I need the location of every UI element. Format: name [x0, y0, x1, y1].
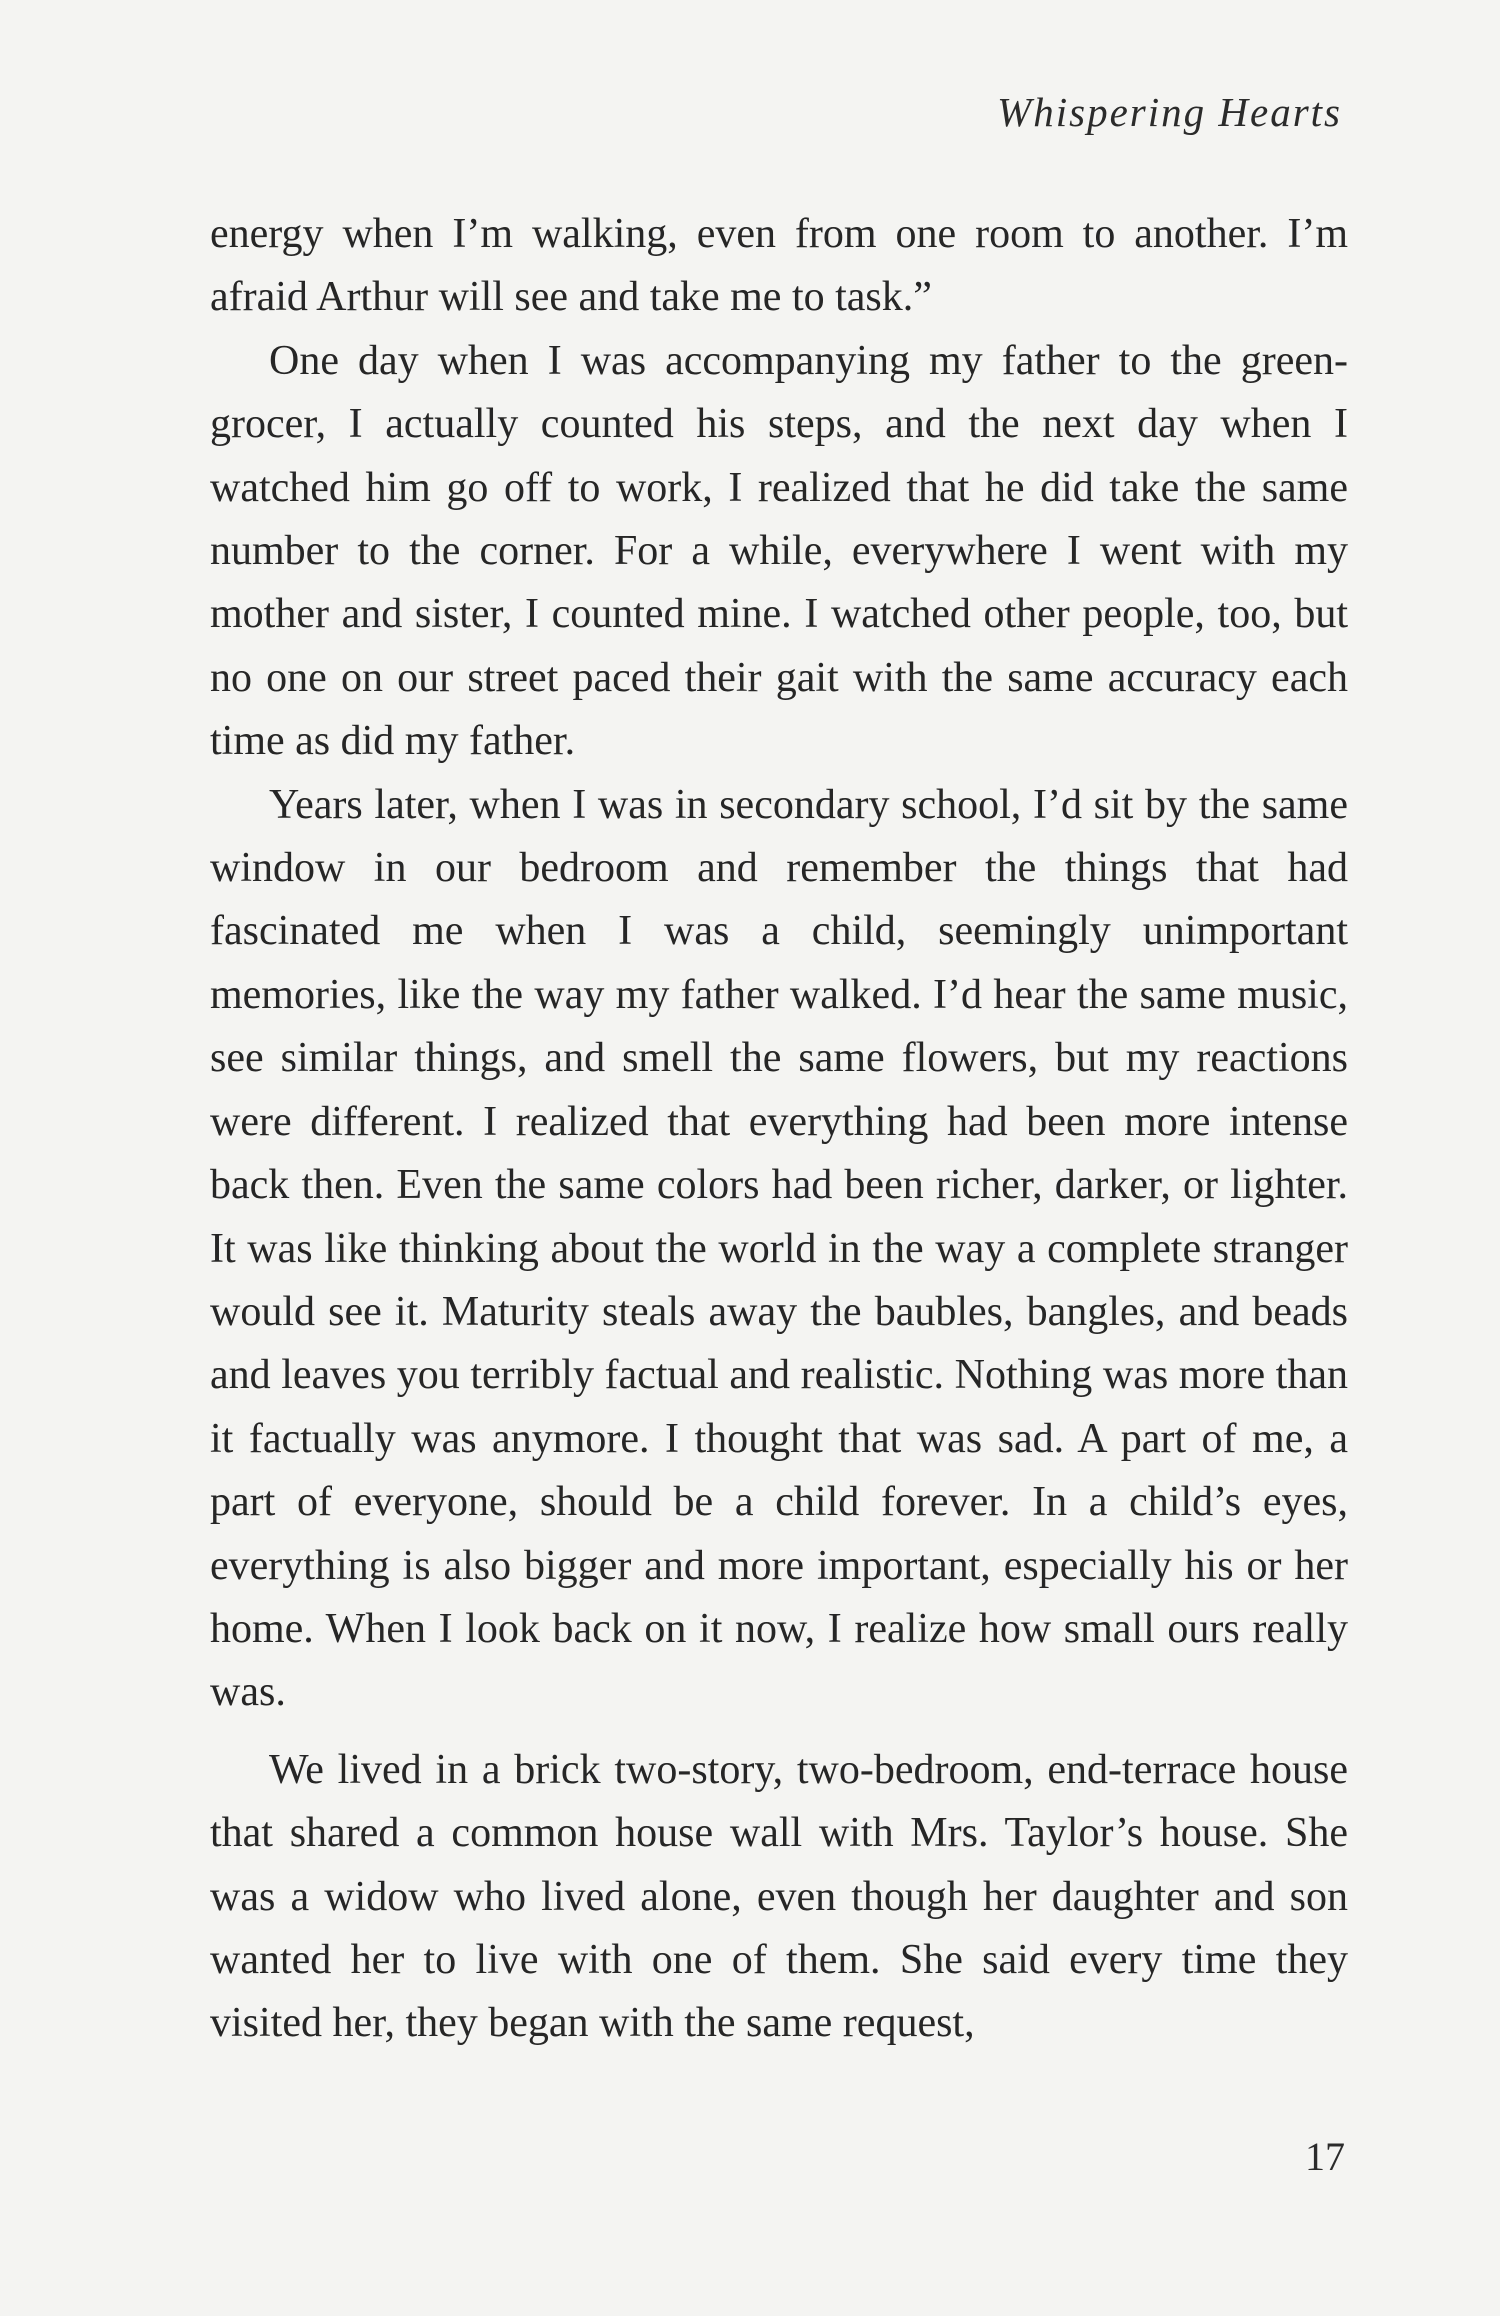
paragraph-continued: energy when I’m walking, even from one room to another. I’m afraid Arthur will see and take me to task.” — [210, 211, 1348, 321]
running-header: Whispering Hearts — [997, 89, 1342, 135]
paragraph: One day when I was accompanying my father to the greengrocer, I actually counted his steps, and the next day when I watched him go off to work, I realized that he did take the same number to the corner. For a while, everywhere I went with my mother and sister, I counted mine. I watched other people, too, but no one on our street paced their gait with the same accuracy each time as did my father. — [210, 337, 1348, 765]
page-number: 17 — [1305, 2134, 1345, 2179]
paragraph: Years later, when I was in secondary school, I’d sit by the same window in our bedroom and remember the things that had fascinated me when I was a child, seemingly unimportant memories, like the way my father walked. I’d hear the same music, see similar things, and smell the same flowers, but my reactions were different. I realized that everything had been more intense back then. Even the same colors had been richer, darker, or lighter. It was like thinking about the world in the way a complete stranger would see it. Maturity steals away the baubles, bangles, and beads and leaves you terribly factual and realistic. Nothing was more than it factually was anymore. I thought that was sad. A part of me, a part of everyone, should be a child forever. In a child’s eyes, everything is also bigger and more important, especially his or her home. When I look back on it now, I realize how small ours really was. — [210, 781, 1348, 1716]
body-text — [210, 203, 1348, 2056]
paragraph: We lived in a brick two-story, two-bedroom, end-terrace house that shared a common house wall with Mrs. Taylor’s house. She was a widow who lived alone, even though her daughter and son wanted her to live with one of them. She said every time they visited her, they began with the same request, — [210, 1746, 1348, 2047]
